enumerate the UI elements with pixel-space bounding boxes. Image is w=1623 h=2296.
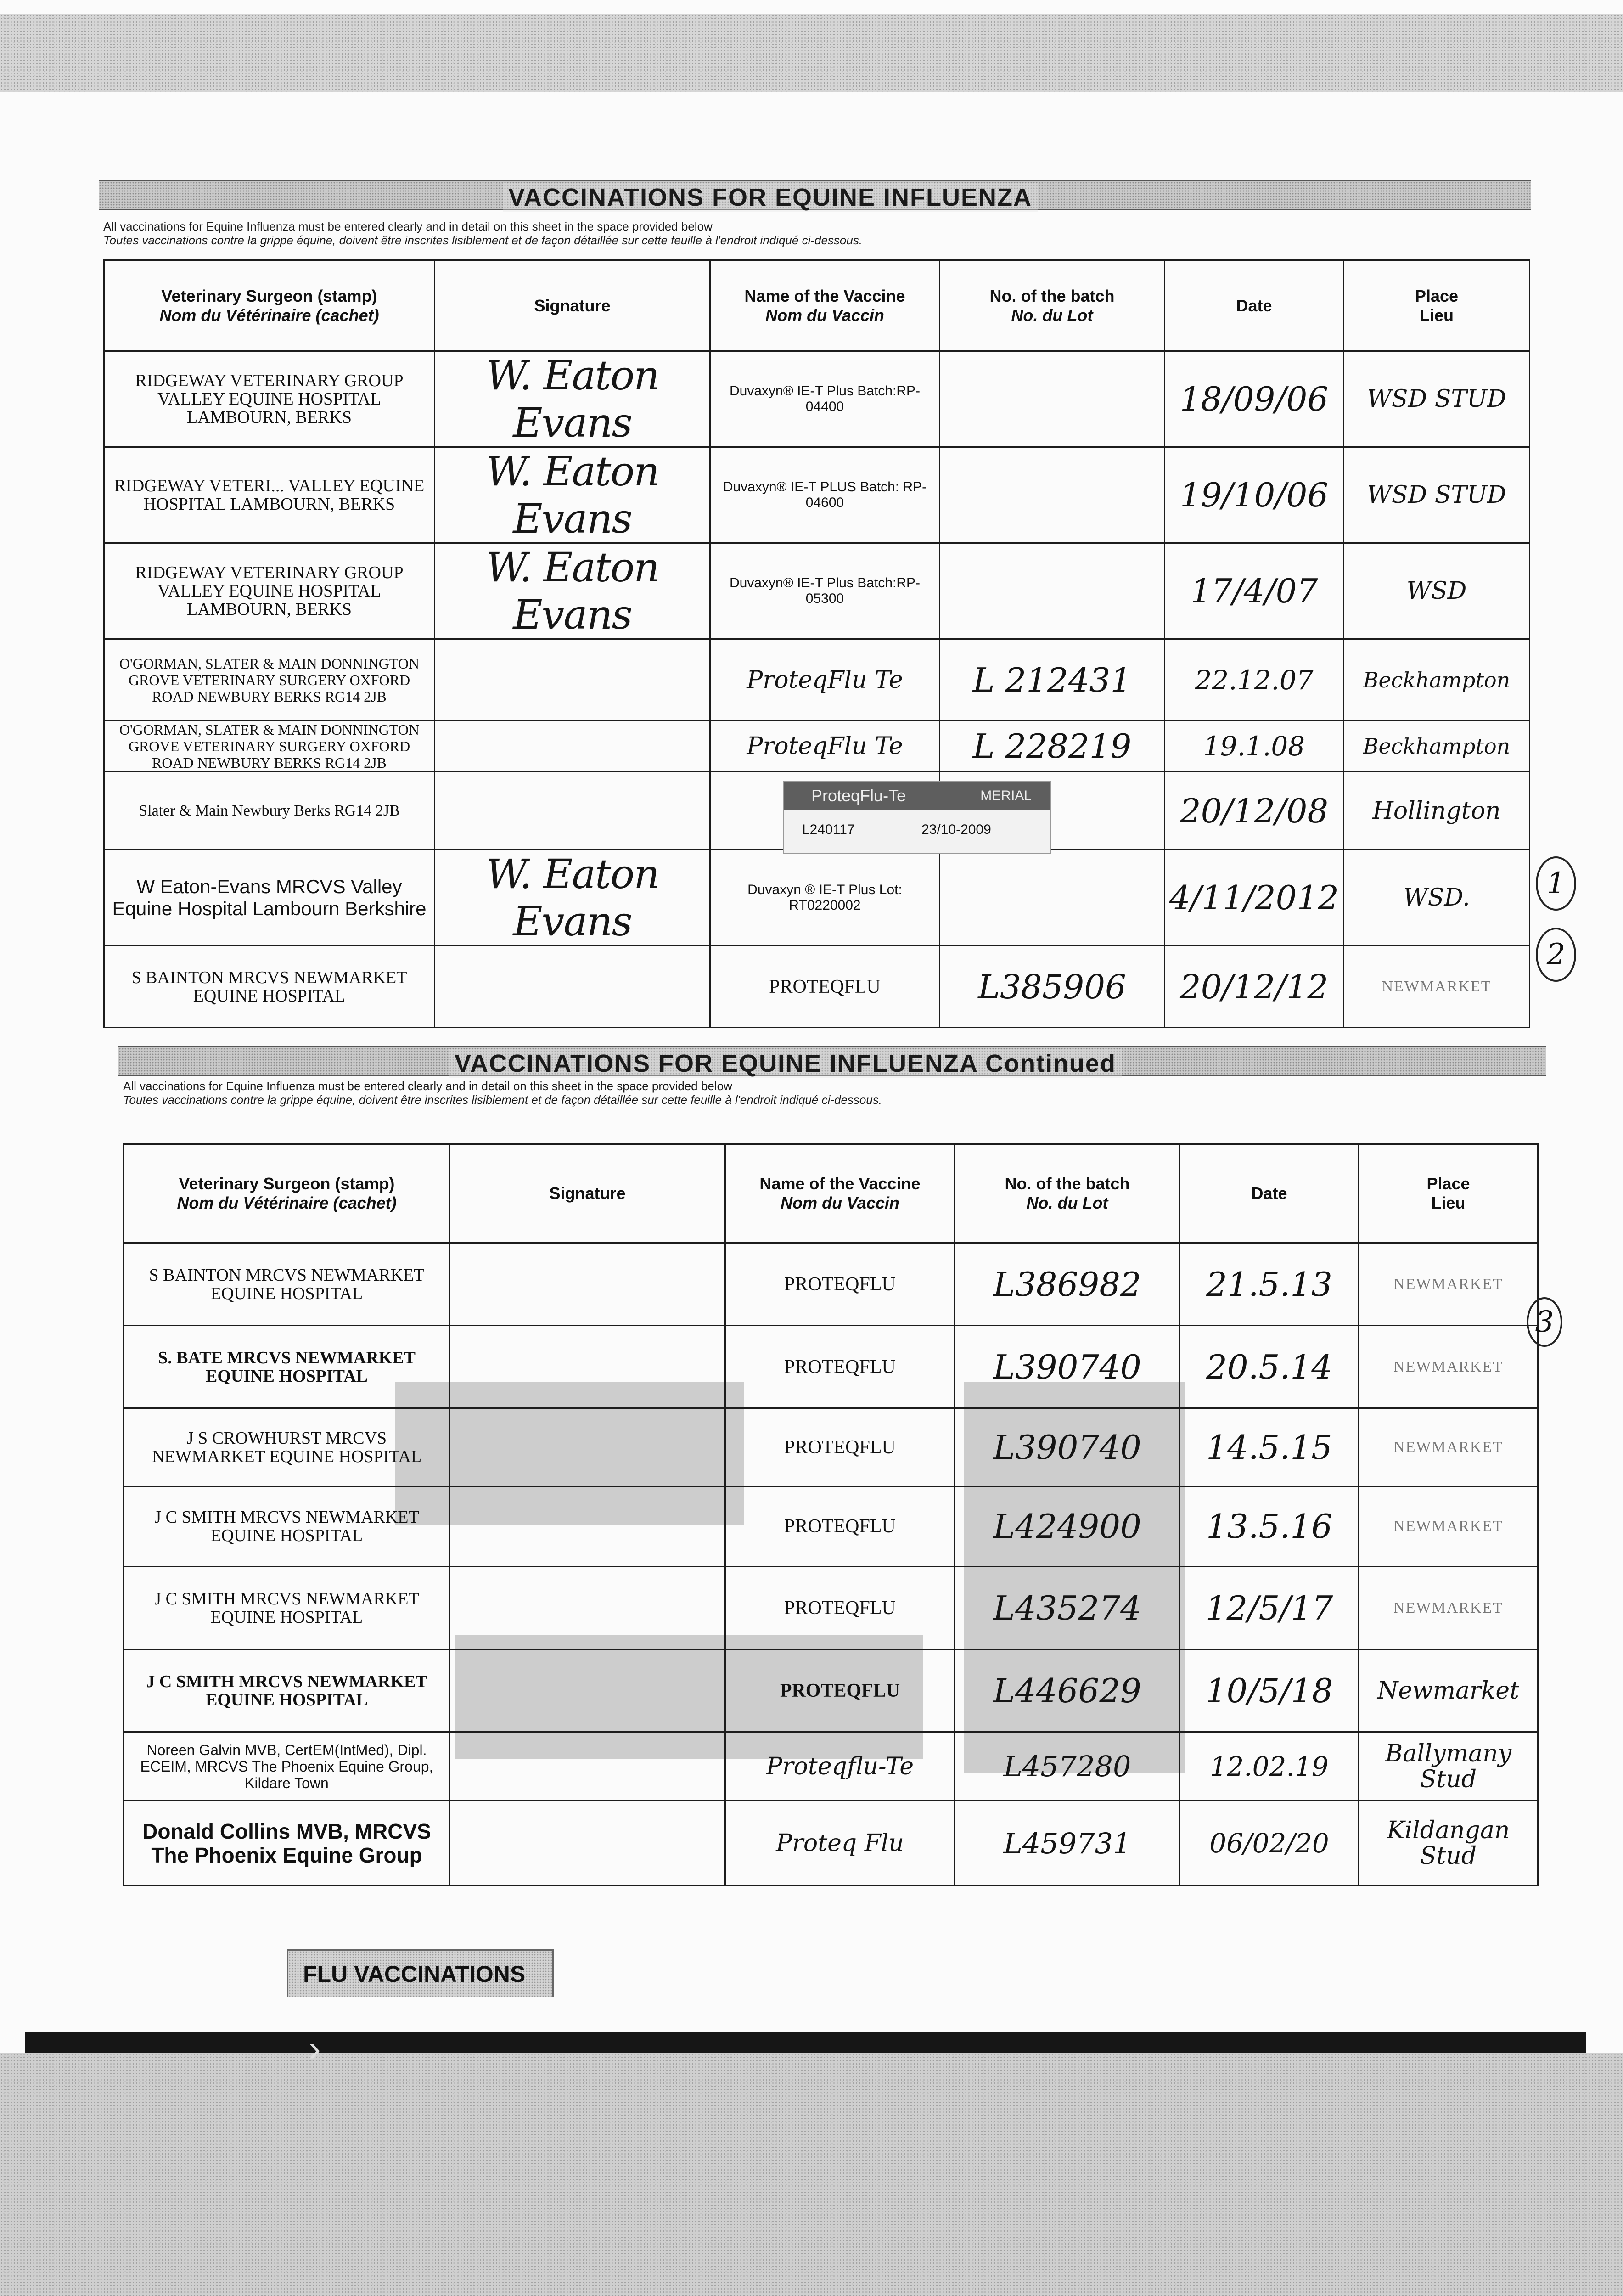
- place-stamp: NEWMARKET: [1344, 946, 1530, 1028]
- place: Kildangan Stud: [1359, 1801, 1538, 1886]
- chevron-right-icon: ›: [309, 2028, 321, 2069]
- vaccine-name: PROTEQFLU: [725, 1486, 955, 1567]
- vaccination-date: 12/5/17: [1180, 1567, 1359, 1649]
- sticker-lot: L240117: [802, 822, 855, 837]
- batch-number: L385906: [940, 946, 1165, 1028]
- table-row: [124, 1243, 1538, 1326]
- vaccination-table-2: [123, 1143, 1539, 1886]
- place: Ballymany Stud: [1359, 1732, 1538, 1801]
- section1-intro: [103, 219, 1550, 247]
- vaccination-date: 20/12/08: [1165, 772, 1344, 850]
- vaccination-table-1: [103, 259, 1530, 1028]
- signature: [450, 1486, 725, 1567]
- annotation-circle: 2: [1536, 928, 1576, 982]
- annotation-circle: 3: [1527, 1297, 1562, 1347]
- sticker-product-name: ProteqFlu-Te: [811, 786, 906, 805]
- vet-stamp: RIDGEWAY VETERINARY GROUP VALLEY EQUINE HOSPITAL LAMBOURN, BERKS: [104, 543, 435, 639]
- signature: [450, 1243, 725, 1326]
- table-row: [104, 721, 1530, 772]
- vaccination-date: 4/11/2012: [1165, 850, 1344, 946]
- signature: [450, 1732, 725, 1801]
- col-vaccine-header: Name of the Vaccine Nom du Vaccin: [725, 1144, 955, 1243]
- section1-intro-en: All vaccinations for Equine Influenza must be entered clearly and in detail on this sheet in the space provided below: [103, 219, 713, 233]
- batch-number: [940, 850, 1165, 946]
- table-row: [124, 1732, 1538, 1801]
- vaccine-name: PROTEQFLU: [725, 1408, 955, 1486]
- vaccination-date: 17/4/07: [1165, 543, 1344, 639]
- sticker-expiry: 23/10-2009: [921, 822, 991, 837]
- vaccine-name: PROTEQFLU: [710, 946, 940, 1028]
- place: WSD: [1344, 543, 1530, 639]
- vet-stamp: S. BATE MRCVS NEWMARKET EQUINE HOSPITAL: [124, 1326, 450, 1408]
- table-row: [124, 1486, 1538, 1567]
- batch-number: [940, 543, 1165, 639]
- table-row: [104, 447, 1530, 543]
- table-row: [124, 1649, 1538, 1732]
- col-vet-header: Veterinary Surgeon (stamp) Nom du Vétérinaire (cachet): [104, 260, 435, 351]
- table-row: [104, 351, 1530, 447]
- vet-stamp: S BAINTON MRCVS NEWMARKET EQUINE HOSPITAL: [124, 1243, 450, 1326]
- batch-number: [940, 447, 1165, 543]
- col-vet-header: Veterinary Surgeon (stamp) Nom du Vétérinaire (cachet): [124, 1144, 450, 1243]
- vaccination-date: 20.5.14: [1180, 1326, 1359, 1408]
- vet-stamp: J S CROWHURST MRCVS NEWMARKET EQUINE HOSPITAL: [124, 1408, 450, 1486]
- section1-title: VACCINATIONS FOR EQUINE INFLUENZA: [503, 183, 1038, 212]
- vaccine-sticker: Duvaxyn® IE-T PLUS Batch: RP-04600: [710, 447, 940, 543]
- vaccine-sticker-label: [783, 781, 1051, 854]
- table1-header-row: [104, 260, 1530, 351]
- vet-stamp: Slater & Main Newbury Berks RG14 2JB: [104, 772, 435, 850]
- vet-stamp: W Eaton-Evans MRCVS Valley Equine Hospital Lambourn Berkshire: [104, 850, 435, 946]
- vet-stamp: RIDGEWAY VETERI... VALLEY EQUINE HOSPITAL LAMBOURN, BERKS: [104, 447, 435, 543]
- vaccination-date: 22.12.07: [1165, 639, 1344, 721]
- col-batch-header: No. of the batch No. du Lot: [940, 260, 1165, 351]
- vaccination-date: 20/12/12: [1165, 946, 1344, 1028]
- place-stamp: NEWMARKET: [1359, 1326, 1538, 1408]
- col-place-header: Place Lieu: [1359, 1144, 1538, 1243]
- signature: [450, 1326, 725, 1408]
- sticker-banner: [784, 782, 1050, 810]
- vaccine-name: ProteqFlu Te: [710, 721, 940, 772]
- signature: [435, 639, 710, 721]
- signature: [435, 772, 710, 850]
- place-stamp: NEWMARKET: [1359, 1567, 1538, 1649]
- col-signature-header: Signature: [435, 260, 710, 351]
- vaccine-name: Proteqflu-Te: [725, 1732, 955, 1801]
- section2-header: [118, 1046, 1546, 1076]
- sticker-manufacturer: MERIAL: [980, 788, 1032, 803]
- signature: W. Eaton Evans: [435, 447, 710, 543]
- col-date-header: Date: [1165, 260, 1344, 351]
- col-vaccine-header: Name of the Vaccine Nom du Vaccin: [710, 260, 940, 351]
- vet-stamp: S BAINTON MRCVS NEWMARKET EQUINE HOSPITAL: [104, 946, 435, 1028]
- vet-stamp: O'GORMAN, SLATER & MAIN DONNINGTON GROVE VETERINARY SURGERY OXFORD ROAD NEWBURY BERKS RG14 2JB: [104, 721, 435, 772]
- vet-stamp: RIDGEWAY VETERINARY GROUP VALLEY EQUINE HOSPITAL LAMBOURN, BERKS: [104, 351, 435, 447]
- batch-number: L 212431: [940, 639, 1165, 721]
- vaccination-date: 06/02/20: [1180, 1801, 1359, 1886]
- section2-intro-en: All vaccinations for Equine Influenza must be entered clearly and in detail on this sheet in the space provided below: [123, 1079, 732, 1093]
- batch-number: L435274: [955, 1567, 1180, 1649]
- place: WSD.: [1344, 850, 1530, 946]
- batch-number: L390740: [955, 1326, 1180, 1408]
- place: WSD STUD: [1344, 447, 1530, 543]
- vaccine-name: PROTEQFLU: [725, 1649, 955, 1732]
- vaccination-date: 19/10/06: [1165, 447, 1344, 543]
- col-batch-header: No. of the batch No. du Lot: [955, 1144, 1180, 1243]
- vet-stamp: J C SMITH MRCVS NEWMARKET EQUINE HOSPITAL: [124, 1567, 450, 1649]
- flu-vaccinations-tab: [287, 1949, 554, 1997]
- vaccination-date: 10/5/18: [1180, 1649, 1359, 1732]
- place: WSD STUD: [1344, 351, 1530, 447]
- vaccine-name: Proteq Flu: [725, 1801, 955, 1886]
- batch-number: L446629: [955, 1649, 1180, 1732]
- place-stamp: NEWMARKET: [1359, 1486, 1538, 1567]
- vaccination-date: 14.5.15: [1180, 1408, 1359, 1486]
- vaccine-sticker: Duvaxyn® IE-T Plus Batch:RP-05300: [710, 543, 940, 639]
- table-row: [104, 946, 1530, 1028]
- vaccination-date: 18/09/06: [1165, 351, 1344, 447]
- scan-noise-bottom: [0, 2053, 1623, 2296]
- annotation-circle: 1: [1536, 856, 1576, 911]
- scan-noise-top: [0, 14, 1623, 92]
- signature: [435, 946, 710, 1028]
- batch-number: [940, 351, 1165, 447]
- vet-stamp: J C SMITH MRCVS NEWMARKET EQUINE HOSPITAL: [124, 1486, 450, 1567]
- batch-number: L459731: [955, 1801, 1180, 1886]
- section1-intro-fr: Toutes vaccinations contre la grippe équine, doivent être inscrites lisiblement et de façon détaillée sur cette feuille à l'endroit indiqué ci-dessous.: [103, 233, 863, 247]
- vaccine-name: ProteqFlu Te: [710, 639, 940, 721]
- table-row: [124, 1408, 1538, 1486]
- section2-intro-fr: Toutes vaccinations contre la grippe équine, doivent être inscrites lisiblement et de façon détaillée sur cette feuille à l'endroit indiqué ci-dessous.: [123, 1093, 882, 1107]
- signature: W. Eaton Evans: [435, 351, 710, 447]
- place-stamp: NEWMARKET: [1359, 1243, 1538, 1326]
- batch-number: L386982: [955, 1243, 1180, 1326]
- col-place-header: Place Lieu: [1344, 260, 1530, 351]
- place: Hollington: [1344, 772, 1530, 850]
- vet-stamp: Noreen Galvin MVB, CertEM(IntMed), Dipl. ECEIM, MRCVS The Phoenix Equine Group, Kildare Town: [124, 1732, 450, 1801]
- signature: [450, 1649, 725, 1732]
- vet-stamp: J C SMITH MRCVS NEWMARKET EQUINE HOSPITAL: [124, 1649, 450, 1732]
- place-stamp: NEWMARKET: [1359, 1408, 1538, 1486]
- vaccine-name: PROTEQFLU: [725, 1243, 955, 1326]
- vaccine-name: PROTEQFLU: [725, 1567, 955, 1649]
- col-signature-header: Signature: [450, 1144, 725, 1243]
- batch-number: L390740: [955, 1408, 1180, 1486]
- batch-number: L 228219: [940, 721, 1165, 772]
- signature: [435, 721, 710, 772]
- batch-number: L424900: [955, 1486, 1180, 1567]
- col-date-header: Date: [1180, 1144, 1359, 1243]
- vet-stamp: O'GORMAN, SLATER & MAIN DONNINGTON GROVE VETERINARY SURGERY OXFORD ROAD NEWBURY BERKS RG14 2JB: [104, 639, 435, 721]
- vaccine-sticker: Duvaxyn® IE-T Plus Batch:RP-04400: [710, 351, 940, 447]
- table-row: [124, 1326, 1538, 1408]
- table-row: [104, 639, 1530, 721]
- signature: [450, 1567, 725, 1649]
- vaccine-sticker: Duvaxyn ® IE-T Plus Lot: RT0220002: [710, 850, 940, 946]
- vaccination-date: 12.02.19: [1180, 1732, 1359, 1801]
- table2-header-row: [124, 1144, 1538, 1243]
- flu-vaccinations-tab-label: FLU VACCINATIONS: [303, 1961, 526, 1987]
- signature: W. Eaton Evans: [435, 543, 710, 639]
- place: Newmarket: [1359, 1649, 1538, 1732]
- batch-number: L457280: [955, 1732, 1180, 1801]
- signature: [450, 1408, 725, 1486]
- section1-header: [99, 180, 1531, 210]
- signature: W. Eaton Evans: [435, 850, 710, 946]
- vaccination-date: 13.5.16: [1180, 1486, 1359, 1567]
- table-row: [124, 1801, 1538, 1886]
- section2-intro: [123, 1079, 1569, 1107]
- vaccination-date: 21.5.13: [1180, 1243, 1359, 1326]
- place: Beckhampton: [1344, 639, 1530, 721]
- place: Beckhampton: [1344, 721, 1530, 772]
- table-row: [104, 543, 1530, 639]
- vaccine-name: PROTEQFLU: [725, 1326, 955, 1408]
- vet-stamp: Donald Collins MVB, MRCVS The Phoenix Equine Group: [124, 1801, 450, 1886]
- section2-title: VACCINATIONS FOR EQUINE INFLUENZA Continued: [449, 1049, 1122, 1078]
- table-row: [124, 1567, 1538, 1649]
- table-row: [104, 850, 1530, 946]
- signature: [450, 1801, 725, 1886]
- vaccination-date: 19.1.08: [1165, 721, 1344, 772]
